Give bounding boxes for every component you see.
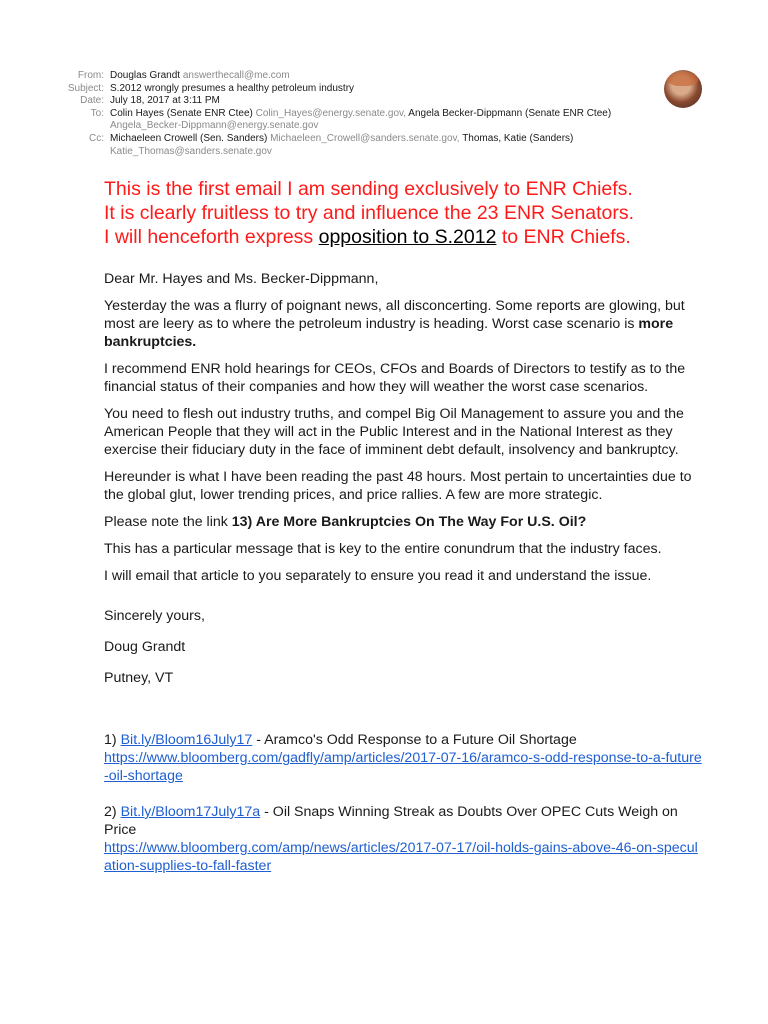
to-recipient-1-name[interactable]: Colin Hayes (Senate ENR Ctee) bbox=[110, 107, 253, 119]
cc-recipient-2-name[interactable]: Thomas, Katie (Sanders) bbox=[462, 132, 574, 144]
subject-text: S.2012 wrongly presumes a healthy petroleum industry bbox=[110, 82, 355, 94]
link-2-title: - Oil Snaps Winning Streak as Doubts Over OPEC Cuts Weigh on Price bbox=[104, 804, 678, 838]
cc-row bbox=[0, 133, 680, 146]
cc-row-continued bbox=[0, 146, 680, 159]
paragraph-4: Hereunder is what I have been reading the past 48 hours. Most pertain to uncertainties due to the global glut, lower trending prices, and price rallies. A few are more strategic. bbox=[104, 469, 692, 503]
headline-line-3: I will henceforth express opposition to S.2012 to ENR Chiefs. bbox=[104, 226, 631, 248]
date-label: Date: bbox=[80, 95, 104, 107]
sender-avatar bbox=[664, 70, 702, 108]
email-body bbox=[104, 270, 704, 884]
cc-label: Cc: bbox=[89, 132, 104, 144]
cc-recipient-2-email[interactable]: Katie_Thomas@sanders.senate.gov bbox=[110, 145, 272, 157]
to-recipient-2-email[interactable]: Angela_Becker-Dippmann@energy.senate.gov bbox=[110, 120, 319, 132]
to-row-continued bbox=[0, 120, 680, 133]
to-row bbox=[0, 108, 680, 121]
link-2-url[interactable]: https://www.bloomberg.com/amp/news/articles/2017-07-17/oil-holds-gains-above-46-on-speculation-supplies-to-fall-faster bbox=[104, 840, 698, 874]
from-label: From: bbox=[77, 70, 104, 81]
cc-recipient-1-name[interactable]: Michaeleen Crowell (Sen. Sanders) bbox=[110, 132, 268, 144]
headline-line-1: This is the first email I am sending exclusively to ENR Chiefs. bbox=[104, 178, 633, 200]
paragraph-5-bold: 13) Are More Bankruptcies On The Way For U.S. Oil? bbox=[231, 514, 587, 530]
paragraph-1: Yesterday the was a flurry of poignant news, all disconcerting. Some reports are glowing, but most are leery as to where the petroleum industry is heading. Worst case scenario is more bankruptcies. bbox=[104, 298, 685, 350]
paragraph-1-bold: more bankruptcies. bbox=[104, 316, 674, 350]
link-1-url[interactable]: https://www.bloomberg.com/gadfly/amp/articles/2017-07-16/aramco-s-odd-response-to-a-future-oil-shortage bbox=[104, 750, 702, 784]
signature-name: Doug Grandt bbox=[104, 639, 186, 655]
date-text: July 18, 2017 at 3:11 PM bbox=[110, 95, 220, 107]
subject-row bbox=[0, 83, 680, 96]
link-1-title: - Aramco's Odd Response to a Future Oil Shortage bbox=[252, 732, 577, 748]
greeting: Dear Mr. Hayes and Ms. Becker-Dippmann, bbox=[104, 271, 379, 287]
paragraph-6: This has a particular message that is key to the entire conundrum that the industry faces. bbox=[104, 541, 662, 557]
to-label: To: bbox=[90, 107, 104, 119]
paragraph-2: I recommend ENR hold hearings for CEOs, CFOs and Boards of Directors to testify as to the financial status of their companies and how they will weather the worst case scenarios. bbox=[104, 361, 686, 395]
link-2-short[interactable]: Bit.ly/Bloom17July17a bbox=[120, 804, 261, 820]
from-row bbox=[0, 70, 680, 83]
headline-line-2: It is clearly fruitless to try and influence the 23 ENR Senators. bbox=[104, 202, 634, 224]
to-recipient-2-name[interactable]: Angela Becker-Dippmann (Senate ENR Ctee) bbox=[408, 107, 612, 119]
signature-place: Putney, VT bbox=[104, 670, 174, 686]
link-item-2: 2) Bit.ly/Bloom17July17a - Oil Snaps Winning Streak as Doubts Over OPEC Cuts Weigh on Price https://www.bloomberg.com/amp/news/articles/2017-07-17/oil-holds-gains-above-46-on-speculation-supplies-to-fall-faster bbox=[104, 804, 698, 874]
email-header bbox=[0, 70, 680, 158]
link-item-1: 1) Bit.ly/Bloom16July17 - Aramco's Odd Response to a Future Oil Shortage https://www.bloomberg.com/gadfly/amp/articles/2017-07-16/aramco-s-odd-response-to-a-future-oil-shortage bbox=[104, 732, 702, 784]
from-email[interactable]: answerthecall@me.com bbox=[182, 70, 290, 81]
from-name[interactable]: Douglas Grandt bbox=[110, 70, 181, 81]
subject-label: Subject: bbox=[67, 82, 104, 94]
headline bbox=[104, 177, 724, 249]
cc-recipient-1-email[interactable]: Michaeleen_Crowell@sanders.senate.gov, bbox=[270, 132, 460, 144]
to-recipient-1-email[interactable]: Colin_Hayes@energy.senate.gov, bbox=[255, 107, 407, 119]
link-1-short[interactable]: Bit.ly/Bloom16July17 bbox=[120, 732, 253, 748]
paragraph-7: I will email that article to you separately to ensure you read it and understand the issue. bbox=[104, 568, 652, 584]
headline-underlined: opposition to S.2012 bbox=[318, 226, 497, 248]
closing: Sincerely yours, bbox=[104, 608, 205, 624]
date-row bbox=[0, 95, 680, 108]
paragraph-5: Please note the link 13) Are More Bankruptcies On The Way For U.S. Oil? bbox=[104, 514, 587, 530]
paragraph-3: You need to flesh out industry truths, and compel Big Oil Management to assure you and the American People that they will act in the Public Interest and in the National Interest as they exercise their fiduciary duty in the face of imminent debt default, insolvency and bankruptcy. bbox=[104, 406, 684, 458]
